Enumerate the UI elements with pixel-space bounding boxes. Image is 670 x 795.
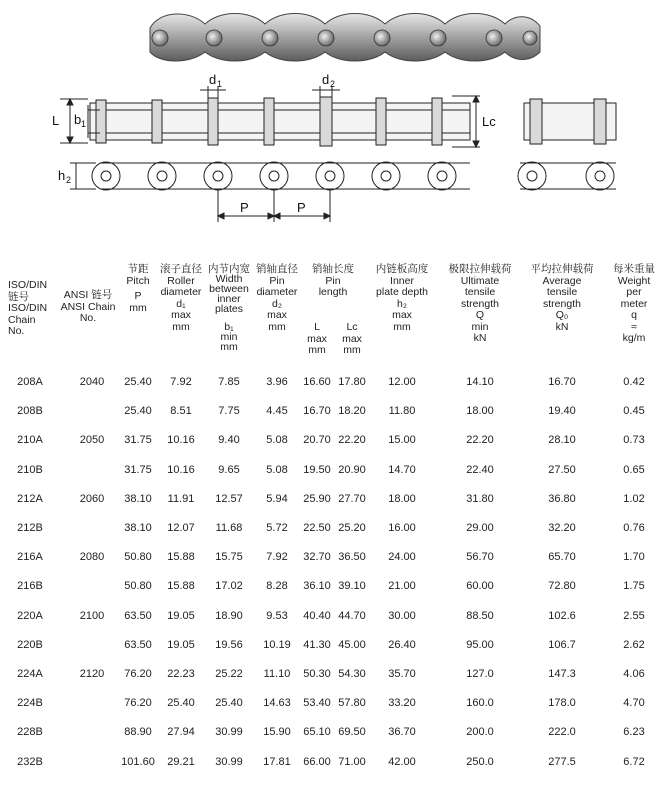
label-d2: d	[322, 72, 330, 87]
cell-d1: 11.91	[167, 492, 195, 505]
header-average: 平均拉伸载荷 Average tensile strength Q₀ kN	[530, 263, 594, 333]
cell-d1: 27.94	[167, 726, 195, 739]
chain-side-view	[70, 162, 470, 222]
cell-L: 36.10	[303, 580, 331, 593]
cell-p: 25.40	[124, 405, 152, 418]
cell-iso: 228B	[17, 726, 43, 739]
cell-q: 1.70	[623, 551, 645, 564]
cell-q: 0.45	[623, 405, 645, 418]
cell-iso: 216A	[17, 551, 43, 564]
cell-Q0: 277.5	[548, 755, 576, 768]
cell-b1: 18.90	[215, 609, 243, 622]
cell-h2: 12.00	[388, 376, 416, 388]
cell-Lc: 22.20	[338, 434, 366, 447]
cell-d1: 15.88	[167, 580, 195, 593]
cell-q: 0.73	[623, 434, 645, 447]
cell-b1: 25.40	[215, 697, 243, 710]
cell-ansi: 2050	[79, 434, 105, 447]
cell-q: 4.06	[623, 668, 645, 680]
cell-L: 53.40	[303, 697, 331, 710]
cell-Q: 22.40	[466, 463, 494, 476]
cell-d1: 12.07	[167, 522, 195, 534]
cell-q: 6.72	[623, 755, 645, 768]
cell-h2: 24.00	[388, 551, 416, 564]
cell-p: 88.90	[124, 726, 152, 739]
cell-d2: 14.63	[263, 697, 291, 710]
cell-d2: 8.28	[266, 580, 288, 593]
cell-Q0: 27.50	[548, 463, 576, 476]
header-roller: 滚子直径 Roller diameter d₁ max mm	[160, 263, 202, 333]
cell-b1: 15.75	[215, 551, 243, 564]
cell-q: 4.70	[623, 697, 645, 710]
cell-p: 31.75	[124, 434, 152, 447]
cell-q: 2.55	[623, 609, 645, 622]
cell-p: 63.50	[124, 638, 152, 651]
cell-Q: 29.00	[466, 522, 494, 534]
cell-ansi: 2080	[79, 551, 105, 564]
cell-d1: 15.88	[167, 551, 195, 564]
cell-b1: 7.75	[218, 405, 240, 418]
cell-iso: 216B	[17, 580, 43, 593]
chain-photo	[150, 14, 540, 62]
cell-Lc: 20.90	[338, 463, 366, 476]
header-ultimate: 极限拉伸载荷 Ultimate tensile strength Q min kN	[448, 263, 512, 344]
cell-q: 2.62	[623, 638, 645, 651]
cell-Lc: 17.80	[338, 376, 366, 388]
cell-d2: 3.96	[266, 376, 288, 388]
cell-ansi: 2060	[79, 492, 105, 505]
cell-d1: 22.23	[167, 668, 195, 680]
cell-Lc: 27.70	[338, 492, 366, 505]
cell-q: 0.42	[623, 376, 645, 388]
cell-d2: 17.81	[263, 755, 291, 768]
cell-h2: 35.70	[388, 668, 416, 680]
cell-d2: 5.72	[266, 522, 288, 534]
cell-Lc: 18.20	[338, 405, 366, 418]
cell-h2: 30.00	[388, 609, 416, 622]
cell-Lc: 45.00	[338, 638, 366, 651]
label-d1: d	[209, 72, 217, 87]
cell-b1: 19.56	[215, 638, 243, 651]
cell-d2: 7.92	[266, 551, 288, 564]
header-pin-diameter: 销轴直径 Pin diameter d₂ max mm	[256, 263, 298, 333]
cell-h2: 26.40	[388, 638, 416, 651]
cell-iso: 210A	[17, 434, 43, 447]
cell-d1: 10.16	[167, 434, 195, 447]
label-L: L	[52, 113, 60, 128]
header-Lc: Lc max mm	[342, 321, 362, 356]
cell-Q: 31.80	[466, 492, 494, 505]
cell-b1: 9.40	[218, 434, 240, 447]
label-Lc: Lc	[482, 114, 496, 129]
cell-d1: 19.05	[167, 638, 195, 651]
cell-h2: 33.20	[388, 697, 416, 710]
cell-b1: 30.99	[215, 726, 243, 739]
cell-iso: 212A	[17, 492, 43, 505]
chain-end-view	[518, 99, 616, 190]
cell-h2: 42.00	[388, 755, 416, 768]
cell-p: 38.10	[124, 492, 152, 505]
cell-d2: 10.19	[263, 638, 291, 651]
cell-d2: 15.90	[263, 726, 291, 739]
cell-L: 16.60	[303, 376, 331, 388]
label-d2-sub: 2	[330, 79, 336, 89]
cell-iso: 208B	[17, 405, 43, 418]
cell-Q: 95.00	[466, 638, 494, 651]
cell-d1: 8.51	[170, 405, 192, 418]
cell-Lc: 71.00	[338, 755, 366, 768]
cell-Q0: 147.3	[548, 668, 576, 680]
cell-b1: 7.85	[218, 376, 240, 388]
cell-L: 65.10	[303, 726, 331, 739]
cell-Lc: 25.20	[338, 522, 366, 534]
cell-d2: 5.94	[266, 492, 288, 505]
cell-L: 50.30	[303, 668, 331, 680]
chain-technical-drawing	[0, 0, 670, 240]
cell-Lc: 39.10	[338, 580, 366, 593]
cell-d2: 11.10	[263, 668, 291, 680]
cell-ansi: 2100	[79, 609, 105, 622]
cell-Q0: 28.10	[548, 434, 576, 447]
cell-L: 41.30	[303, 638, 331, 651]
cell-d1: 7.92	[170, 376, 192, 388]
cell-Lc: 69.50	[338, 726, 366, 739]
cell-p: 63.50	[124, 609, 152, 622]
cell-q: 0.65	[623, 463, 645, 476]
cell-iso: 224B	[17, 697, 43, 710]
cell-h2: 15.00	[388, 434, 416, 447]
cell-Q0: 16.70	[548, 376, 576, 388]
cell-Q: 160.0	[466, 697, 494, 710]
cell-Lc: 57.80	[338, 697, 366, 710]
cell-p: 38.10	[124, 522, 152, 534]
cell-L: 40.40	[303, 609, 331, 622]
cell-iso: 210B	[17, 463, 43, 476]
header-L: L max mm	[307, 321, 327, 356]
cell-d2: 9.53	[266, 609, 288, 622]
cell-L: 32.70	[303, 551, 331, 564]
cell-d1: 10.16	[167, 463, 195, 476]
cell-d1: 25.40	[167, 697, 195, 710]
cell-Q: 250.0	[466, 755, 494, 768]
header-width: 内节内宽 Width between inner plates b₁ min mm	[208, 263, 250, 353]
cell-L: 16.70	[303, 405, 331, 418]
cell-Q0: 102.6	[548, 609, 576, 622]
cell-p: 31.75	[124, 463, 152, 476]
cell-L: 19.50	[303, 463, 331, 476]
cell-L: 20.70	[303, 434, 331, 447]
cell-Lc: 36.50	[338, 551, 366, 564]
cell-d2: 5.08	[266, 463, 288, 476]
cell-Q0: 106.7	[548, 638, 576, 651]
cell-L: 25.90	[303, 492, 331, 505]
label-h2: h	[58, 168, 66, 183]
header-pin-length: 销轴长度 Pin length	[312, 263, 354, 298]
cell-h2: 16.00	[388, 522, 416, 534]
cell-Q: 60.00	[466, 580, 494, 593]
cell-b1: 25.22	[215, 668, 243, 680]
cell-p: 101.60	[121, 755, 155, 768]
cell-Q: 127.0	[466, 668, 494, 680]
cell-Q0: 65.70	[548, 551, 576, 564]
chain-top-view	[60, 86, 480, 147]
cell-h2: 18.00	[388, 492, 416, 505]
cell-q: 1.75	[623, 580, 645, 593]
cell-d2: 4.45	[266, 405, 288, 418]
header-iso: ISO/DIN 链号 ISO/DIN Chain No.	[8, 279, 48, 337]
cell-iso: 224A	[17, 668, 43, 680]
cell-p: 50.80	[124, 580, 152, 593]
cell-h2: 14.70	[388, 463, 416, 476]
cell-q: 6.23	[623, 726, 645, 739]
cell-p: 76.20	[124, 697, 152, 710]
label-h2-sub: 2	[66, 175, 72, 185]
cell-iso: 208A	[17, 376, 43, 388]
cell-Lc: 54.30	[338, 668, 366, 680]
cell-iso: 212B	[17, 522, 43, 534]
cell-d1: 19.05	[167, 609, 195, 622]
cell-iso: 220B	[17, 638, 43, 651]
cell-Q0: 72.80	[548, 580, 576, 593]
cell-Q: 200.0	[466, 726, 494, 739]
cell-Lc: 44.70	[338, 609, 366, 622]
header-pitch: 节距 Pitch P mm	[126, 263, 150, 314]
cell-L: 66.00	[303, 755, 331, 768]
cell-Q0: 36.80	[548, 492, 576, 505]
cell-Q: 88.50	[466, 609, 494, 622]
cell-ansi: 2120	[79, 668, 105, 680]
cell-b1: 12.57	[215, 492, 243, 505]
cell-b1: 9.65	[218, 463, 240, 476]
cell-b1: 17.02	[215, 580, 243, 593]
cell-d2: 5.08	[266, 434, 288, 447]
cell-Q0: 178.0	[548, 697, 576, 710]
cell-p: 50.80	[124, 551, 152, 564]
cell-Q: 18.00	[466, 405, 494, 418]
cell-h2: 36.70	[388, 726, 416, 739]
label-b1: b	[74, 112, 82, 127]
header-ansi: ANSI 链号 ANSI Chain No.	[60, 289, 116, 324]
label-P-1: P	[240, 200, 249, 215]
cell-q: 1.02	[623, 492, 645, 505]
cell-d1: 29.21	[167, 755, 195, 768]
cell-Q0: 19.40	[548, 405, 576, 418]
cell-iso: 220A	[17, 609, 43, 622]
cell-L: 22.50	[303, 522, 331, 534]
cell-h2: 21.00	[388, 580, 416, 593]
cell-p: 25.40	[124, 376, 152, 388]
header-plate-depth: 内链板高度 Inner plate depth h₂ max mm	[375, 263, 429, 333]
header-weight: 每米重量 Weight per meter q ≈ kg/m	[613, 263, 655, 344]
cell-h2: 11.80	[388, 405, 416, 418]
cell-b1: 11.68	[215, 522, 243, 534]
cell-ansi: 2040	[79, 376, 105, 388]
cell-Q0: 222.0	[548, 726, 576, 739]
cell-p: 76.20	[124, 668, 152, 680]
label-d1-sub: 1	[217, 79, 223, 89]
cell-Q: 22.20	[466, 434, 494, 447]
cell-b1: 30.99	[215, 755, 243, 768]
cell-q: 0.76	[623, 522, 645, 534]
cell-Q: 14.10	[466, 376, 494, 388]
label-b1-sub: 1	[81, 119, 87, 129]
cell-Q: 56.70	[466, 551, 494, 564]
label-P-2: P	[297, 200, 306, 215]
cell-Q0: 32.20	[548, 522, 576, 534]
cell-iso: 232B	[17, 755, 43, 768]
